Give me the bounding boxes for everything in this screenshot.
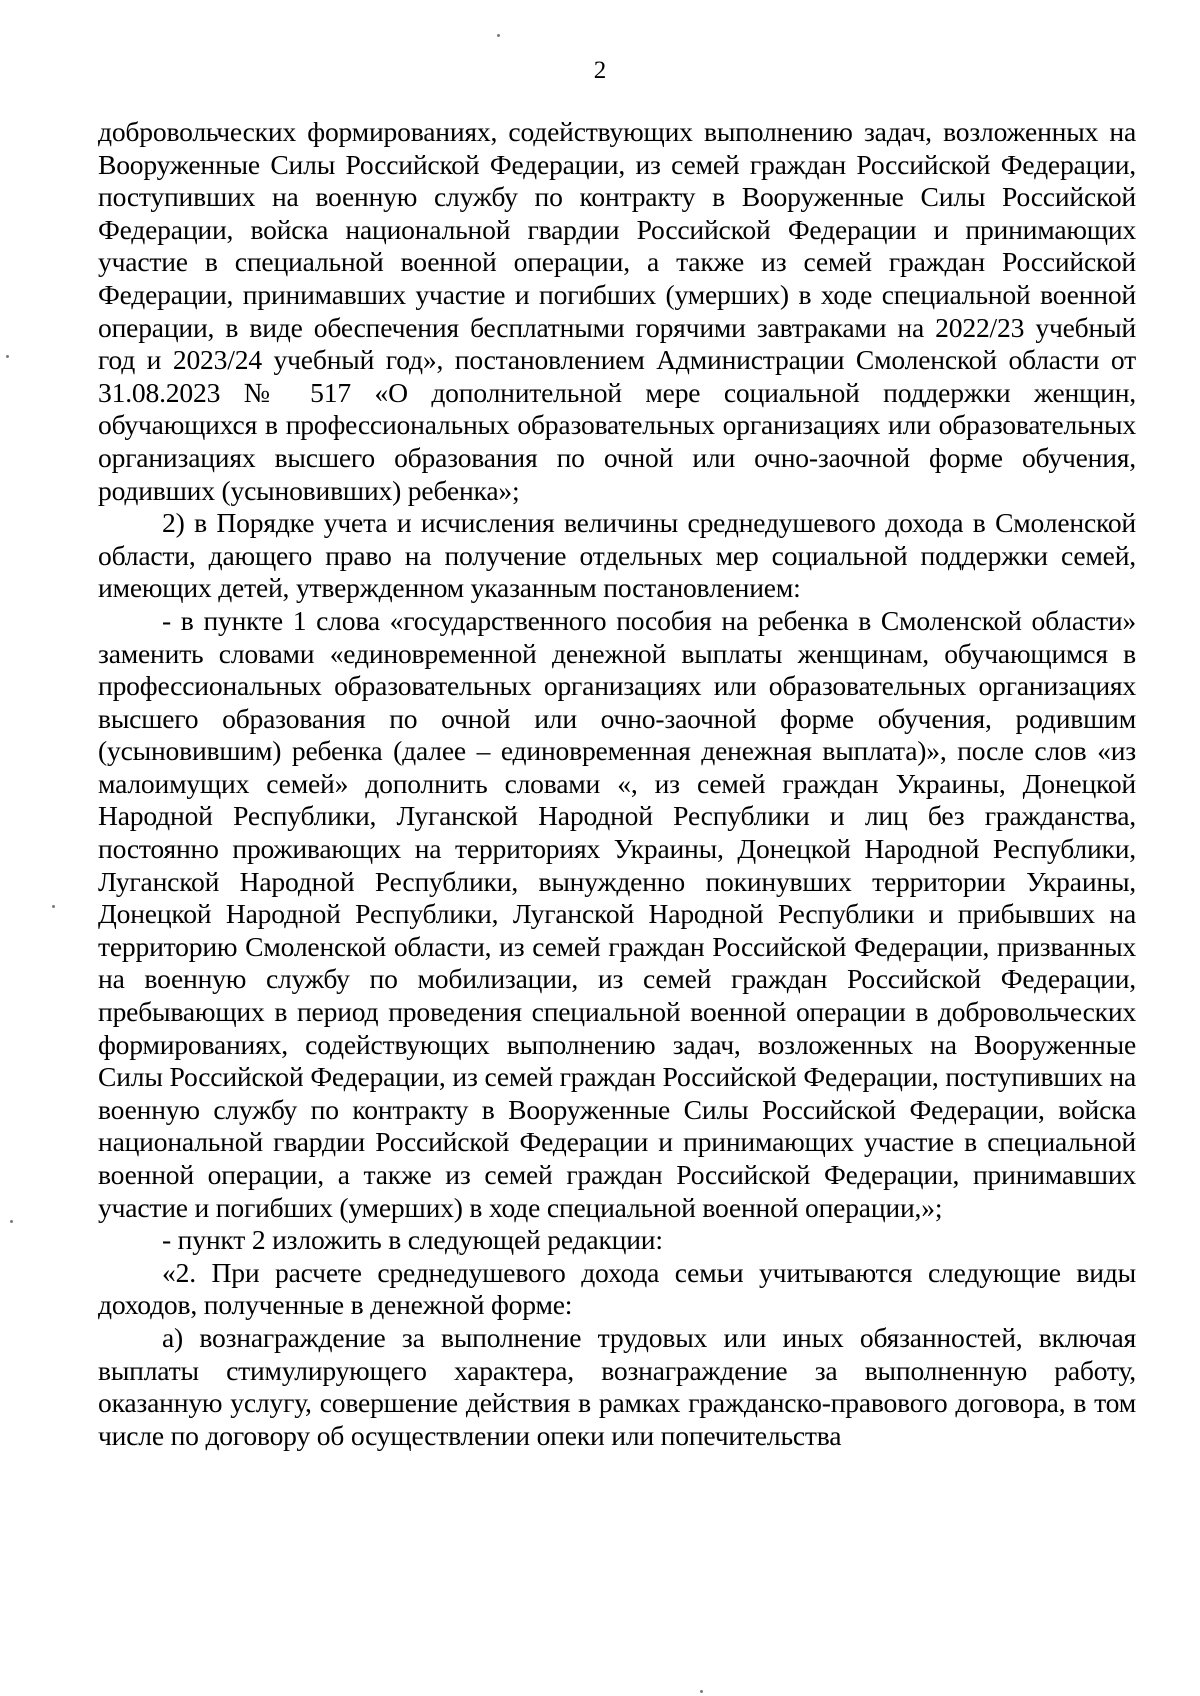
page-number: 2 <box>593 57 607 84</box>
document-body <box>98 116 1136 1452</box>
paragraph-continuation: добровольческих формированиях, содействующих выполнению задач, возложенных на Вооруженные Силы Российской Федерации, из семей граждан Российской Федерации, поступивших на военную службу по контракту в Вооруженные Силы Российской Федерации, войска национальной гвардии Российской Федерации и принимающих участие в специальной военной операции, а также из семей граждан Российской Федерации, принимавших участие и погибших (умерших) в ходе специальной военной операции, в виде обеспечения бесплатными горячими завтраками на 2022/23 учебный год и 2023/24 учебный год», постановлением Администрации Смоленской области от 31.08.2023 № 517 «О дополнительной мере социальной поддержки женщин, обучающихся в профессиональных образовательных организациях или образовательных организациях высшего образования по очной или очно-заочной форме обучения, родивших (усыновивших) ребенка»; <box>98 116 1136 506</box>
scan-speck <box>52 905 55 908</box>
scan-speck <box>10 1220 13 1223</box>
paragraph-point-1-amendment: - в пункте 1 слова «государственного пособия на ребенка в Смоленской области» заменить словами «единовременной денежной выплаты женщинам, обучающимся в профессиональных образовательных организациях или образовательных организациях высшего образования по очной или очно-заочной форме обучения, родившим (усыновившим) ребенка (далее – единовременная денежная выплата)», после слов «из малоимущих семей» дополнить словами «, из семей граждан Украины, Донецкой Народной Республики, Луганской Народной Республики и лиц без гражданства, постоянно проживающих на территориях Украины, Донецкой Народной Республики, Луганской Народной Республики, вынужденно покинувших территории Украины, Донецкой Народной Республики, Луганской Народной Республики и прибывших на территорию Смоленской области, из семей граждан Российской Федерации, призванных на военную службу по мобилизации, из семей граждан Российской Федерации, пребывающих в период проведения специальной военной операции в добровольческих формированиях, содействующих выполнению задач, возложенных на Вооруженные Силы Российской Федерации, из семей граждан Российской Федерации, поступивших на военную службу по контракту в Вооруженные Силы Российской Федерации, войска национальной гвардии Российской Федерации и принимающих участие в специальной военной операции, а также из семей граждан Российской Федерации, принимавших участие и погибших (умерших) в ходе специальной военной операции,»; <box>98 604 1136 1223</box>
scan-speck <box>6 355 9 358</box>
paragraph-subitem-a: а) вознаграждение за выполнение трудовых или иных обязанностей, включая выплаты стимулирующего характера, вознаграждение за выполненную работу, оказанную услугу, совершение действия в рамках гражданско-правового договора, в том числе по договору об осуществлении опеки или попечительства <box>98 1321 1136 1451</box>
paragraph-point-2-intro: - пункт 2 изложить в следующей редакции: <box>162 1224 663 1256</box>
scan-speck <box>497 34 500 37</box>
scan-speck <box>700 1690 703 1693</box>
paragraph-point-2-text: «2. При расчете среднедушевого дохода семьи учитываются следующие виды доходов, полученные в денежной форме: <box>98 1256 1136 1321</box>
paragraph-item-2: 2) в Порядке учета и исчисления величины среднедушевого дохода в Смоленской области, дающего право на получение отдельных мер социальной поддержки семей, имеющих детей, утвержденном указанным постановлением: <box>98 507 1136 604</box>
